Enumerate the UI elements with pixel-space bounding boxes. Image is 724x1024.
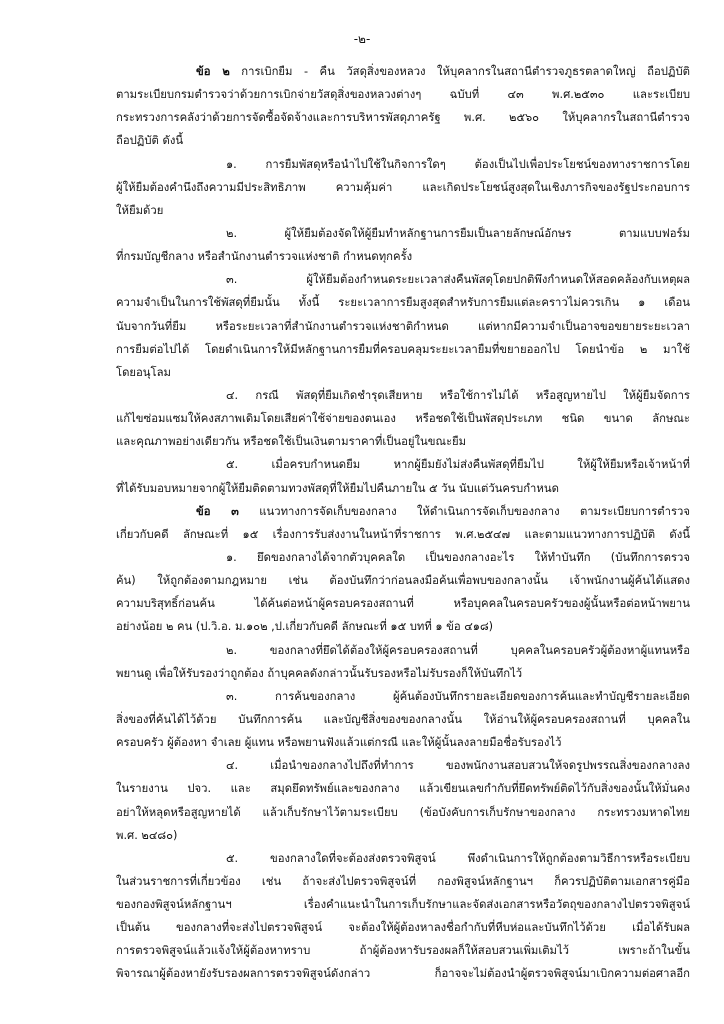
clause-3-item-4-line-3: อย่าให้หลุดหรือสูญหายได้ แล้วเก็บรักษาไว้ตามระเบียบ (ข้อบังคับการเก็บรักษาของกลาง กระทรวงมหาดไทย <box>116 805 690 819</box>
clause-2-item-1-line-2: ผู้ให้ยืมต้องคำนึงถึงความมีประสิทธิภาพ ความคุ้มค่า และเกิดประโยชน์สูงสุดในเชิงภารกิจของรัฐประกอบการ <box>116 180 690 194</box>
document-body <box>116 60 690 986</box>
clause-3-line-2: เกี่ยวกับคดี ลักษณะที่ ๑๕ เรื่องการรับส่งงานในหน้าที่ราชการ พ.ศ.๒๕๔๗ และตามแนวทางการปฏิบัติ ดังนี้ <box>116 527 690 541</box>
clause-3-item-5-line-6: พิจารณาผู้ต้องหายังรับรองผลการตรวจพิสูจน์ดังกล่าว ก็อาจจะไม่ต้องนำผู้ตรวจพิสูจน์มาเบิกความต่อศาลอีก <box>116 967 690 981</box>
clause-2-item-1-line-3: ให้ยืมด้วย <box>116 203 164 217</box>
clause-3-item-3-line-1: ๓. การค้นของกลาง ผู้ค้นต้องบันทึกรายละเอียดของการค้นและทำบัญชีรายละเอียด <box>226 689 690 703</box>
clause-3-item-5-line-4: เป็นต้น ของกลางที่จะส่งไปตรวจพิสูจน์ จะต้องให้ผู้ต้องหาลงชื่อกำกับที่หีบห่อและบันทึกไว้ด้วย เมื่อได้รับผล <box>116 921 690 935</box>
page-number: -๒- <box>353 32 371 46</box>
clause-2-item-2-line-1: ๒. ผู้ให้ยืมต้องจัดให้ผู้ยืมทำหลักฐานการยืมเป็นลายลักษณ์อักษร ตามแบบฟอร์ม <box>226 226 690 240</box>
clause-2-item-3-line-2: ความจำเป็นในการใช้พัสดุที่ยืมนั้น ทั้งนี้ ระยะเวลาการยืมสูงสุดสำหรับการยืมแต่ละคราวไม่ควรเกิน ๑ เดือน <box>116 296 690 310</box>
clause-2-item-4-line-2: แก้ไขซ่อมแซมให้คงสภาพเดิมโดยเสียค่าใช้จ่ายของตนเอง หรือชดใช้เป็นพัสดุประเภท ชนิด ขนาด ลักษณะ <box>116 412 690 426</box>
clause-3-item-5-line-1: ๕. ของกลางใดที่จะต้องส่งตรวจพิสูจน์ พึงดำเนินการให้ถูกต้องตามวิธีการหรือระเบียบ <box>226 851 690 865</box>
clause-2-item-3-line-1: ๓. ผู้ให้ยืมต้องกำหนดระยะเวลาส่งคืนพัสดุโดยปกติพึงกำหนดให้สอดคล้องกับเหตุผล <box>226 273 690 287</box>
clause-3-number: ข้อ ๓ <box>196 504 239 518</box>
clause-3-item-1-line-2: ค้น) ให้ถูกต้องตามกฎหมาย เช่น ต้องบันทึกว่าก่อนลงมือค้นเพื่อพบของกลางนั้น เจ้าพนักงานผู้ค้นได้แสดง <box>116 574 690 588</box>
clause-3-item-4-line-4: พ.ศ. ๒๔๘๐) <box>116 828 178 842</box>
clause-3-item-5-line-3: ของกองพิสูจน์หลักฐานฯ เรื่องคำแนะนำในการเก็บรักษาและจัดส่งเอกสารหรือวัตถุของกลางไปตรวจพิสูจน์ <box>116 898 690 912</box>
clause-3-item-1-line-4: อย่างน้อย ๒ คน (ป.วิ.อ. ม.๑๐๒ ,ป.เกี่ยวกับคดี ลักษณะที่ ๑๕ บทที่ ๑ ข้อ ๔๑๘) <box>116 620 494 634</box>
clause-2-item-4-line-1: ๔. กรณี พัสดุที่ยืมเกิดชำรุดเสียหาย หรือใช้การไม่ได้ หรือสูญหายไป ให้ผู้ยืมจัดการ <box>226 388 690 402</box>
clause-3-line-1 <box>116 500 690 523</box>
clause-2-line-1 <box>116 60 690 83</box>
clause-2-item-5-line-1: ๕. เมื่อครบกำหนดยืม หากผู้ยืมยังไม่ส่งคืนพัสดุที่ยืมไป ให้ผู้ให้ยืมหรือเจ้าหน้าที่ <box>226 458 690 472</box>
clause-3-item-1-line-3: ความบริสุทธิ์ก่อนค้น ได้ค้นต่อหน้าผู้ครอบครองสถานที่ หรือบุคคลในครอบครัวของผู้นั้นหรือต่อหน้าพยาน <box>116 597 690 611</box>
clause-2-item-5-line-2: ที่ได้รับมอบหมายจากผู้ให้ยืมติดตามทวงพัสดุที่ให้ยืมไปคืนภายใน ๕ วัน นับแต่วันครบกำหนด <box>116 481 559 495</box>
clause-2-text: การเบิกยืม - คืน วัสดุสิ่งของหลวง ให้บุคลากรในสถานีตำรวจภูธรตลาดใหญ่ ถือปฏิบัติ <box>241 65 690 78</box>
clause-3-item-4-line-2: ในรายงาน ปจว. และ สมุดยึดทรัพย์และของกลาง แล้วเขียนเลขกำกับที่ยึดทรัพย์ติดไว้กับสิ่งของนั้นให้มั่นคง <box>116 782 690 796</box>
clause-2-number: ข้อ ๒ <box>196 65 230 78</box>
clause-2-line-2: ตามระเบียบกรมตำรวจว่าด้วยการเบิกจ่ายวัสดุสิ่งของหลวงต่างๆ ฉบับที่ ๔๓ พ.ศ.๒๕๓๐ และระเบียบ <box>116 88 690 102</box>
clause-2-line-4: ถือปฏิบัติ ดังนี้ <box>116 134 184 148</box>
clause-2-item-1-line-1: ๑. การยืมพัสดุหรือนำไปใช้ในกิจการใดๆ ต้องเป็นไปเพื่อประโยชน์ของทางราชการโดย <box>226 157 690 171</box>
clause-2-item-2-line-2: ที่กรมบัญชีกลาง หรือสำนักงานตำรวจแห่งชาติ กำหนดทุกครั้ง <box>116 250 413 264</box>
clause-2-item-3-line-3: นับจากวันที่ยืม หรือระยะเวลาที่สำนักงานตำรวจแห่งชาติกำหนด แต่หากมีความจำเป็นอาจขอขยายระยะเวลา <box>116 319 690 333</box>
clause-2-item-3-line-4: การยืมต่อไปได้ โดยดำเนินการให้มีหลักฐานการยืมที่ครอบคลุมระยะเวลายืมที่ขยายออกไป โดยนำข้อ ๒ มาใช้ <box>116 342 690 356</box>
clause-3-item-1-line-1: ๑. ยึดของกลางได้จากตัวบุคคลใด เป็นของกลางอะไร ให้ทำบันทึก (บันทึกการตรวจ <box>226 550 690 564</box>
clause-2-item-3-line-5: โดยอนุโลม <box>116 365 171 379</box>
clause-3-item-3-line-2: สิ่งของที่ค้นได้ไว้ด้วย บันทึกการค้น และบัญชีสิ่งของของกลางนั้น ให้อ่านให้ผู้ครอบครองสถานที่ บุคคลใน <box>116 712 690 726</box>
clause-2-item-4-line-3: และคุณภาพอย่างเดียวกัน หรือชดใช้เป็นเงินตามราคาที่เป็นอยู่ในขณะยืม <box>116 435 467 449</box>
clause-3-item-2-line-2: พยานดู เพื่อให้รับรองว่าถูกต้อง ถ้าบุคคลดังกล่าวนั้นรับรองหรือไม่รับรองก็ให้บันทึกไว้ <box>116 666 523 680</box>
clause-3-item-3-line-3: ครอบครัว ผู้ต้องหา จำเลย ผู้แทน หรือพยานฟังแล้วแต่กรณี และให้ผู้นั้นลงลายมือชื่อรับรองไว้ <box>116 736 562 750</box>
clause-3-item-2-line-1: ๒. ของกลางที่ยึดได้ต้องให้ผู้ครอบครองสถานที่ บุคคลในครอบครัวผู้ต้องหาผู้แทนหรือ <box>226 643 690 657</box>
clause-3-item-4-line-1: ๔. เมื่อนำของกลางไปถึงที่ทำการ ของพนักงานสอบสวนให้จดรูปพรรณสิ่งของกลางลง <box>226 759 690 773</box>
clause-3-item-5-line-2: ในส่วนราชการที่เกี่ยวข้อง เช่น ถ้าจะส่งไปตรวจพิสูจน์ที่ กองพิสูจน์หลักฐานฯ ก็ควรปฏิบัติตามเอกสารคู่มือ <box>116 874 690 888</box>
clause-3-item-5-line-5: การตรวจพิสูจน์แล้วแจ้งให้ผู้ต้องหาทราบ ถ้าผู้ต้องหารับรองผลก็ให้สอบสวนเพิ่มเติมไว้ เพราะถ้าในขั้น <box>116 944 690 958</box>
clause-3-text: แนวทางการจัดเก็บของกลาง ให้ดำเนินการจัดเก็บของกลาง ตามระเบียบการตำรวจ <box>259 504 691 518</box>
clause-2-line-3: กระทรวงการคลังว่าด้วยการจัดซื้อจัดจ้างและการบริหารพัสดุภาครัฐ พ.ศ. ๒๕๖๐ ให้บุคลากรในสถานีตำรวจ <box>116 111 690 125</box>
